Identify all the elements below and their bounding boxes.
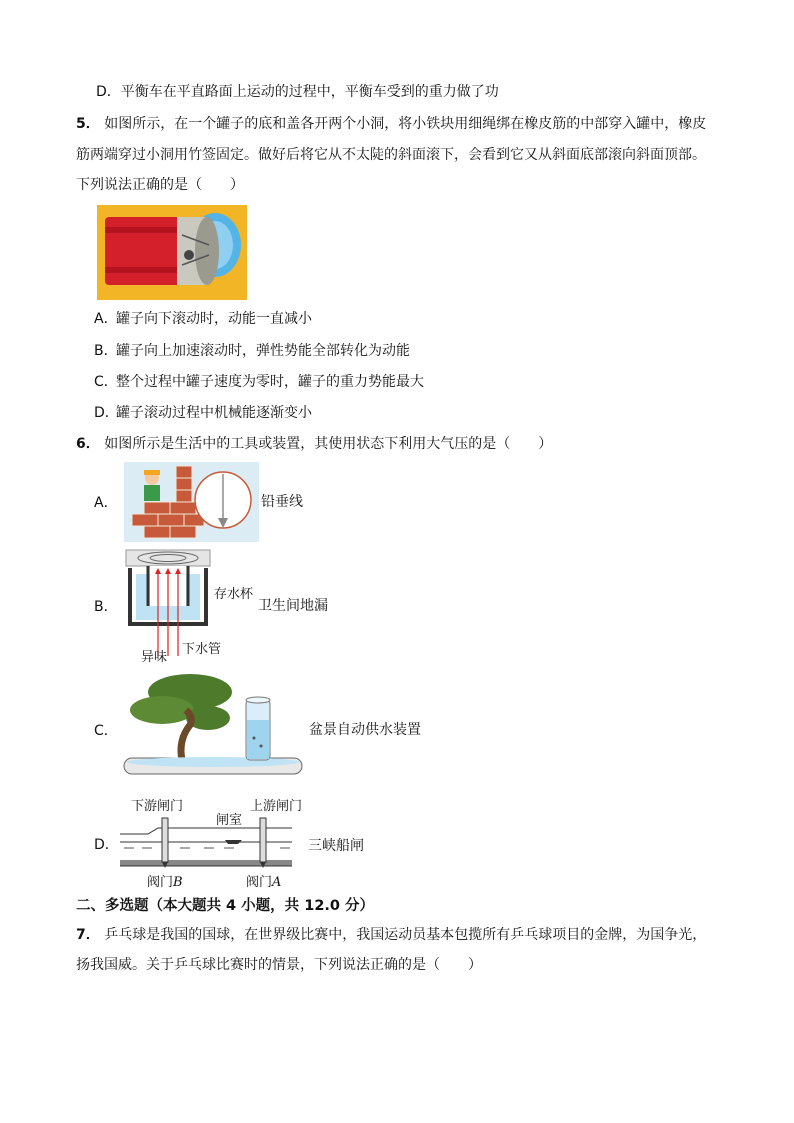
q6-label-lock-chamber: 闸室: [216, 813, 243, 828]
q5-number: 5．: [76, 116, 100, 132]
q6-label-downstream-gate: 下游闸门: [131, 799, 184, 814]
q5-option-c: C．整个过程中罐子速度为零时，罐子的重力势能最大: [94, 374, 424, 390]
q7-stem-line2: 扬我国威。关于乒乓球比赛时的情景，下列说法正确的是（ ）: [76, 957, 482, 973]
q6-label-upstream-gate: 上游闸门: [250, 799, 303, 814]
plumb-line-figure: [124, 462, 259, 542]
ship-lock-figure: [120, 812, 295, 874]
q5-stem-line2: 筋两端穿过小洞用竹签固定。做好后将它从不太陡的斜面滚下，会看到它又从斜面底部滚向斜面顶部。: [76, 147, 706, 163]
q6-label-valve-a: 阀门A: [246, 875, 282, 890]
q5-stem-line3: 下列说法正确的是（ ）: [76, 177, 244, 193]
q6-label-pipe: 下水管: [182, 642, 222, 657]
rolling-can-figure: [97, 205, 247, 300]
q6-option-c-letter: C．: [94, 723, 118, 739]
q6-option-c-caption: 盆景自动供水装置: [309, 722, 421, 738]
q6-label-cup: 存水杯: [214, 587, 254, 602]
bonsai-water-supply-figure: [120, 670, 306, 782]
q7-stem-line1: 7． 乒乓球是我国的国球，在世界级比赛中，我国运动员基本包揽所有乒乓球项目的金牌，为国争光，: [76, 927, 707, 943]
q7-number: 7．: [76, 927, 100, 943]
q5-option-d: D．罐子滚动过程中机械能逐渐变小: [94, 405, 312, 421]
section-2-title: 二、多选题（本大题共 4 小题，共 12.0 分）: [76, 898, 375, 914]
q6-option-d-letter: D．: [94, 837, 119, 853]
q6-option-d-caption: 三峡船闸: [308, 838, 364, 854]
q6-option-b-letter: B．: [94, 599, 118, 615]
q6-number: 6．: [76, 436, 100, 452]
q6-option-a-letter: A．: [94, 495, 118, 511]
q5-stem-text1: 如图所示，在一个罐子的底和盖各开两个小洞，将小铁块用细绳绑在橡皮筋的中部穿入罐中，橡皮: [104, 116, 707, 132]
q6-stem: 6． 如图所示是生活中的工具或装置，其使用状态下利用大气压的是（ ）: [76, 436, 553, 452]
q4-option-d: D．平衡车在平直路面上运动的过程中，平衡车受到的重力做了功: [96, 84, 499, 100]
q6-label-smell: 异味: [141, 650, 168, 665]
q6-option-b-caption: 卫生间地漏: [258, 598, 328, 614]
q5-option-a: A．罐子向下滚动时，动能一直减小: [94, 311, 312, 327]
q5-stem-line1: [76, 114, 706, 134]
q6-label-valve-b: 阀门B: [147, 875, 183, 890]
q5-option-b: B．罐子向上加速滚动时，弹性势能全部转化为动能: [94, 343, 410, 359]
q6-option-a-caption: 铅垂线: [261, 494, 303, 510]
